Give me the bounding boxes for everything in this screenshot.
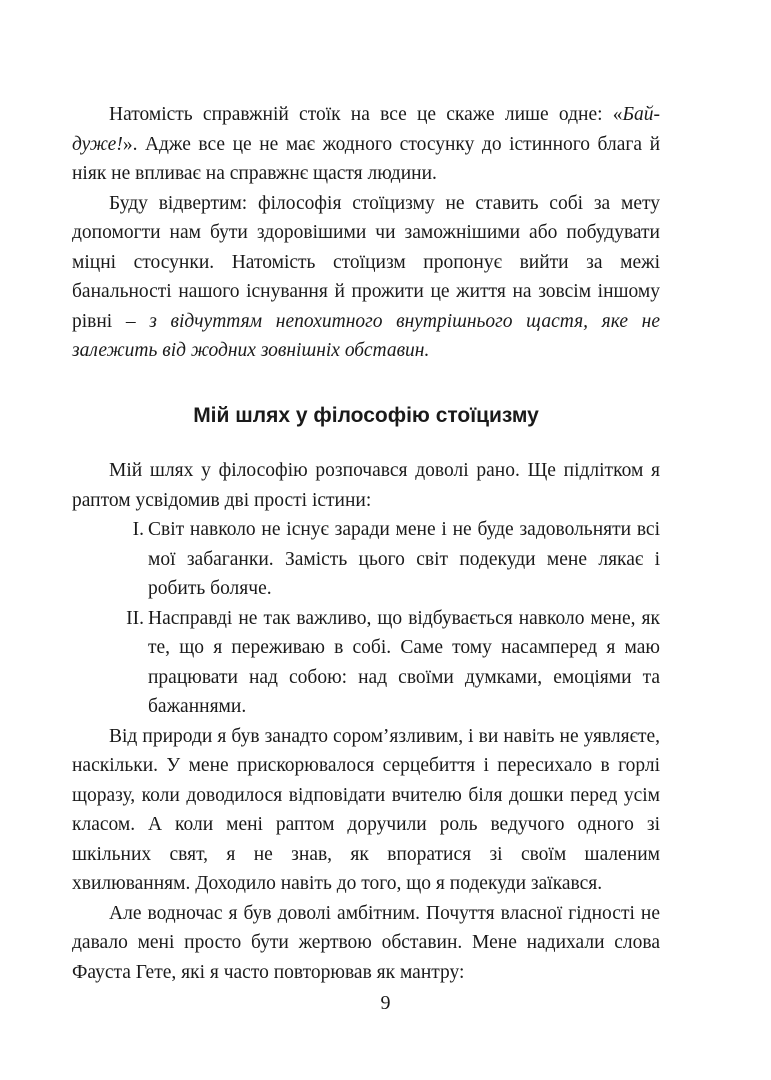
section-intro [72,100,660,366]
section-heading-wrap [72,404,660,428]
page-number: 9 [380,992,391,1014]
list-item-text: Насправді не так важливо, що відбувається навколо мене, як те, що я переживаю в собі. Саме тому насамперед я маю працювати над собою: над своїми думками, емоціями та бажаннями. [148,607,660,717]
paragraph-3: Мій шлях у філософію розпочався доволі рано. Ще підлітком я раптом усвідомив дві прості істини: [72,460,660,511]
section-heading: Мій шлях у філософію стоїцизму [193,404,539,427]
section-journey [72,456,660,987]
list-numeral: I. [132,519,144,540]
list-item-1 [72,515,660,604]
list-item-text: Світ навколо не існує заради мене і не буде задовольняти всі мої забаганки. Замість цього світ подекуди мене лякає і робить боляче. [148,519,660,599]
paragraph-2: Буду відвертим: філософія стоїцизму не ставить собі за мету допомогти нам бути здоровішими чи заможнішими або побудувати міцні стосунки. Натомість стоїцизм пропонує вийти за межі банальності нашого існування й прожити це життя на зовсім іншому рівні – з відчуттям непохитного внутрішнього щастя, яке не залежить від жодних зовнішніх обставин. [72,192,661,361]
list-item-2 [72,604,660,722]
list-numeral: II. [126,607,144,629]
italic-emphasis: з відчуттям непохитного внутрішнього щастя, яке не залежить від жодних зовнішніх обставин. [72,310,661,361]
paragraph-5: Але водночас я був доволі амбітним. Почуття власної гідності не давало мені просто бути жертвою обставин. Мене надихали слова Фауста Гете, які я часто повторював як мантру: [72,902,660,983]
italic-exclamation: Байдуже! [72,104,660,155]
paragraph-1: Натомість справжній стоїк на все це скаже лише одне: «Байдуже!». Адже все це не має жодного стосунку до істинного блага й ніяк не впливає на справжнє щастя людини. [72,104,660,184]
paragraph-4: Від природи я був занадто сором’язливим, і ви навіть не уявляєте, наскільки. У мене прискорювалося серцебиття і пересихало в горлі щоразу, коли доводилося відповідати вчителю біля дошки перед усім класом. А коли мені раптом доручили роль ведучого одного зі шкільних свят, я не знав, як впоратися зі своїм шаленим хвилюванням. Доходило навіть до того, що я подекуди заїкався. [72,725,660,894]
